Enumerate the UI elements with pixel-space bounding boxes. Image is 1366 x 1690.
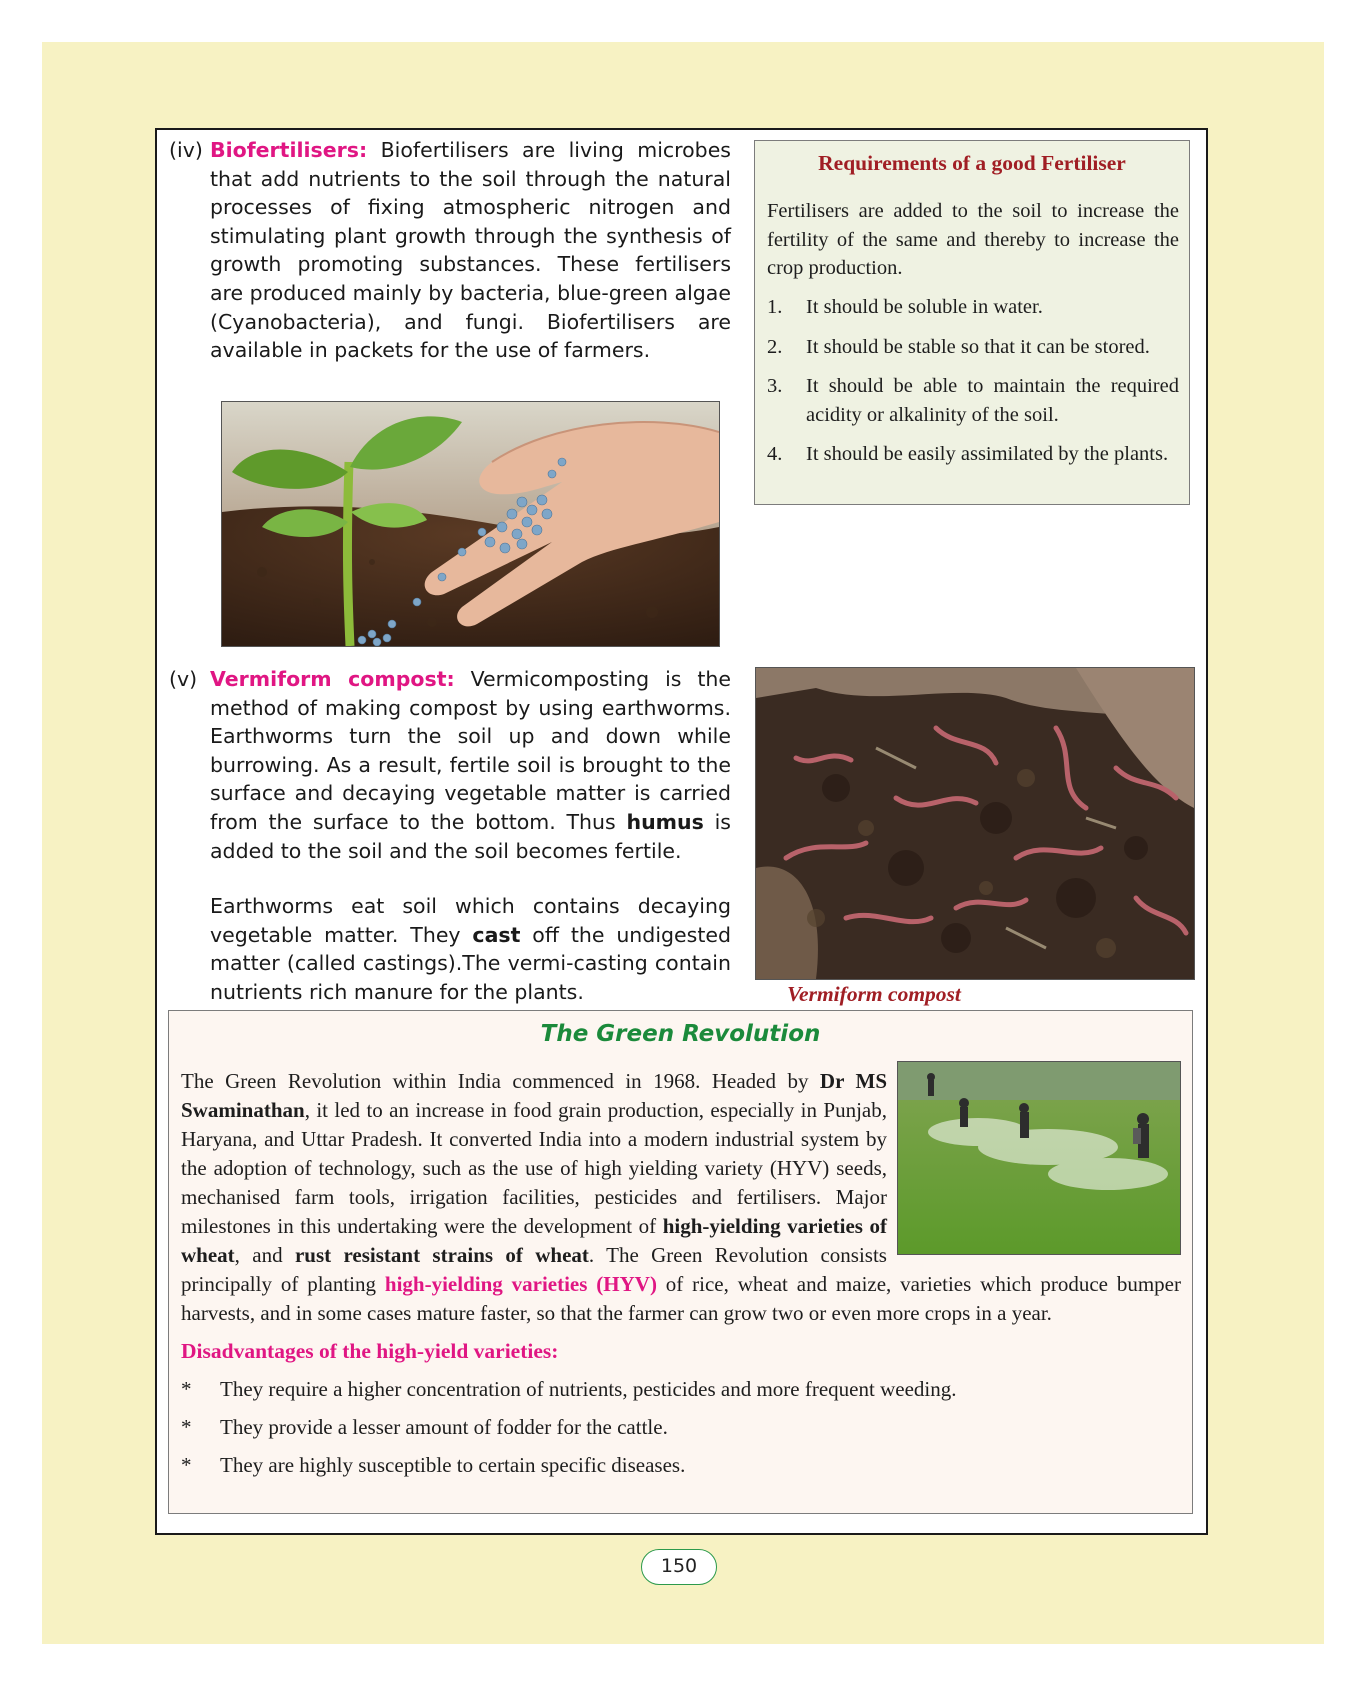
biofertilisers-text: Biofertilisers are living microbes that add nutrients to the soil through the natural processes of fixing atmospheric nitrogen and stimulating plant growth through the synthesis of growth promoting substances. These fertilisers are produced mainly by bacteria, blue-green algae (Cyanobacteria), and fungi. Biofertilisers are available in packets for the use of farmers. <box>210 138 731 363</box>
disadvantage-item <box>181 1413 1181 1442</box>
bullet-star: * <box>181 1453 192 1477</box>
item-number-v: (v) <box>169 667 198 691</box>
disadvantages-list <box>181 1375 1181 1489</box>
cast-term: cast <box>472 922 521 947</box>
bullet-star: * <box>181 1415 192 1439</box>
requirements-intro: Fertilisers are added to the soil to increase the fertility of the same and thereby to increase the crop production. <box>767 200 1179 280</box>
bullet-star: * <box>181 1377 192 1401</box>
earthworm-text: Earthworms eat soil which contains decaying vegetable matter. They <box>210 894 731 947</box>
requirement-text: It should be soluble in water. <box>806 296 1043 318</box>
biofertilisers-paragraph <box>169 136 731 365</box>
requirement-number: 3. <box>767 375 783 398</box>
requirements-list <box>767 293 1179 480</box>
fertiliser-hand-photo <box>221 401 720 647</box>
hyv-term: high-yielding varieties (HYV) <box>384 1272 657 1296</box>
humus-term: humus <box>626 809 704 834</box>
farmers-spraying-photo <box>897 1061 1181 1255</box>
requirement-number: 1. <box>767 296 783 318</box>
disadvantage-item <box>181 1375 1181 1404</box>
gr-text: . The Green Revolution consists principally of planting <box>181 1243 887 1296</box>
disadvantages-title: Disadvantages of the high-yield varieties: <box>181 1339 559 1363</box>
earthworm-text: off the undigested matter (called castings).The vermi-casting contain nutrients rich manure for the plants. <box>210 922 731 1004</box>
rust-resistant-term: rust resistant strains of wheat <box>294 1243 589 1267</box>
requirement-item <box>767 372 1179 429</box>
green-revolution-paragraph <box>181 1067 1181 1328</box>
requirement-text: It should be stable so that it can be stored. <box>806 335 1150 358</box>
vermicompost-term: Vermiform compost: <box>210 667 455 691</box>
vermicompost-illustration <box>756 668 1194 979</box>
item-number-iv: (iv) <box>169 138 203 162</box>
requirements-title: Requirements of a good Fertiliser <box>818 151 1126 175</box>
gr-text: The Green Revolution within India commenced in 1968. Headed by <box>181 1069 820 1093</box>
vermicompost-caption: Vermiform compost <box>787 982 961 1006</box>
earthworm-paragraph <box>210 892 731 1006</box>
disadvantage-text: They require a higher concentration of nutrients, pesticides and more frequent weeding. <box>220 1377 957 1401</box>
vermicompost-paragraph <box>169 665 732 865</box>
disadvantage-text: They are highly susceptible to certain specific diseases. <box>220 1453 686 1477</box>
gr-text: of rice, wheat and maize, varieties which produce bumper harvests, and in some cases mature faster, so that the farmer can grow two or even more crops in a year. <box>181 1272 1181 1325</box>
textbook-page <box>155 128 1208 1535</box>
hyv-wheat-term: high-yielding varieties of wheat <box>181 1214 887 1267</box>
requirements-box <box>754 140 1190 505</box>
disadvantage-item <box>181 1451 1181 1480</box>
requirement-item <box>767 333 1179 362</box>
green-revolution-box <box>168 1010 1193 1514</box>
requirement-text: It should be easily assimilated by the plants. <box>806 443 1169 466</box>
requirement-number: 4. <box>767 443 783 466</box>
swaminathan-name: Dr MS Swaminathan <box>181 1069 887 1122</box>
requirement-item <box>767 293 1179 322</box>
farmers-spraying-illustration <box>898 1062 1180 1254</box>
page-number: 150 <box>641 1549 717 1585</box>
disadvantage-text: They provide a lesser amount of fodder for the cattle. <box>220 1415 668 1439</box>
gr-text: , it led to an increase in food grain production, especially in Punjab, Haryana, and Uttar Pradesh. It converted India into a modern industrial system by the adoption of technology, such as the use of high yielding variety (HYV) seeds, mechanised farm tools, irrigation facilities, pesticides and fertilisers. Major milestones in this undertaking were the development of <box>181 1098 887 1238</box>
requirement-number: 2. <box>767 335 783 358</box>
vermicompost-photo <box>755 667 1195 980</box>
requirement-text: It should be able to maintain the required acidity or alkalinity of the soil. <box>806 375 1179 426</box>
green-revolution-title: The Green Revolution <box>540 1021 821 1047</box>
vermicompost-text: is added to the soil and the soil becomes fertile. <box>210 809 731 863</box>
requirement-item <box>767 440 1179 469</box>
biofertilisers-term: Biofertilisers: <box>210 138 368 162</box>
vermicompost-text: Vermicomposting is the method of making compost by using earthworms. Earthworms turn the soil up and down while burrowing. As a result, fertile soil is brought to the surface and decaying vegetable matter is carried from the surface to the bottom. Thus <box>210 667 732 834</box>
fertiliser-hand-illustration <box>222 402 719 646</box>
gr-text: , and <box>234 1243 295 1267</box>
